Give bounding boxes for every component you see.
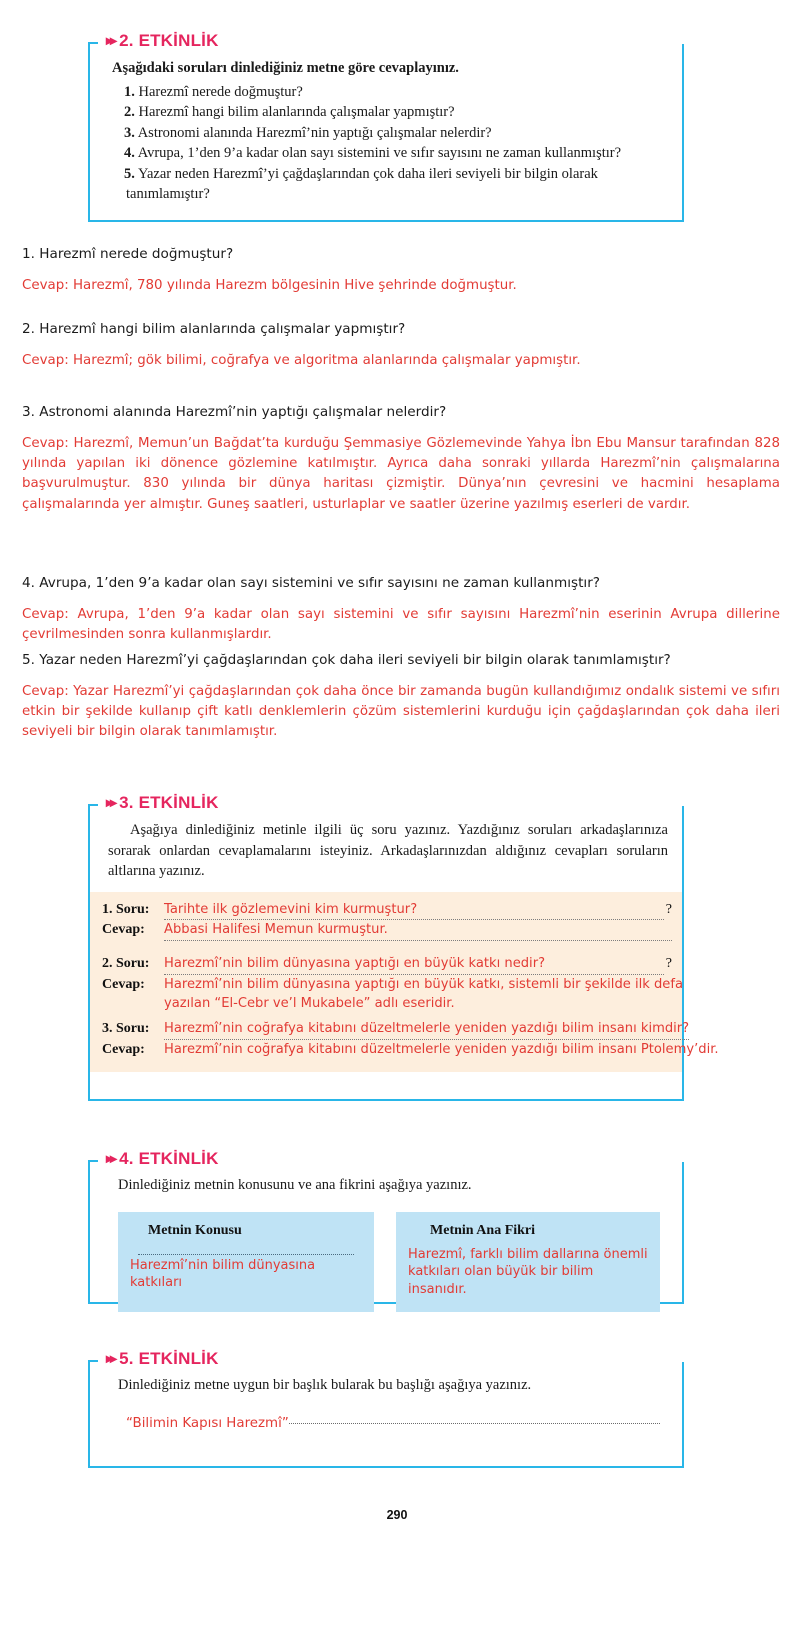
activity-3-title (102, 793, 226, 813)
soru-tail-1: ? (665, 901, 672, 917)
activity-5-title (102, 1349, 226, 1369)
answer-text-2: Cevap: Harezmî; gök bilimi, coğrafya ve algoritma alanlarında çalışmalar yapmıştır. (22, 352, 581, 368)
activity-5-box (88, 1349, 684, 1468)
dashed-left-border (88, 806, 90, 1099)
question-number: 1. (124, 83, 135, 100)
activity-2-question-1 (126, 82, 664, 103)
metnin-ana-fikri-answer-line1[interactable]: Harezmî, farklı bilim dallarına önemli (408, 1246, 648, 1262)
activity-3-item-3-question-row[interactable] (102, 1020, 690, 1040)
activity-2-instruction: Aşağıdaki soruları dinlediğiniz metne göre cevaplayınız. (112, 60, 459, 76)
answer-block-1 (22, 245, 780, 296)
activity-3-answer-panel (90, 892, 719, 1073)
answer-block-5 (22, 651, 780, 743)
activity-4-panels (90, 1212, 682, 1313)
cevap-label-1: Cevap: (102, 922, 145, 938)
arrow-icon: ▸▸ (106, 1150, 115, 1166)
metnin-konusu-answer[interactable]: Harezmî’nin bilim dünyasına katkıları (130, 1257, 316, 1291)
soru-input-2[interactable]: Harezmî’nin bilim dünyasına yaptığı en büyük katkı nedir? (164, 955, 664, 975)
soru-label-1: 1. Soru: (102, 901, 150, 917)
answer-block-2 (22, 320, 780, 371)
activity-4-title-text: 4. ETKİNLİK (119, 1149, 219, 1168)
dotted-writing-line (289, 1423, 660, 1424)
cevap-label-3: Cevap: (102, 1041, 145, 1057)
dashed-left-border (88, 1162, 90, 1302)
activity-2-question-3 (126, 123, 664, 144)
metnin-ana-fikri-title: Metnin Ana Fikri (430, 1222, 536, 1238)
activity-5-title-text: 5. ETKİNLİK (119, 1349, 219, 1368)
box-corner-decoration (88, 1160, 98, 1170)
question-text: Yazar neden Harezmî’yi çağdaşlarından çok daha ileri seviyeli bir bilgin olarak tanımlamıştır? (126, 165, 598, 203)
answer-block-3 (22, 403, 780, 515)
answer-question-1: 1. Harezmî nerede doğmuştur? (22, 246, 234, 262)
activity-2-question-2 (126, 102, 664, 123)
cevap-input-2-line2[interactable]: yazılan “El-Cebr ve’l Mukabele” adlı eseridir. (164, 996, 455, 1012)
activity-2-box (88, 31, 684, 222)
activity-5-instruction: Dinlediğiniz metne uygun bir başlık bularak bu başlığı aşağıya yazınız. (118, 1377, 532, 1393)
answer-text-1: Cevap: Harezmî, 780 yılında Harezm bölgesinin Hive şehrinde doğmuştur. (22, 277, 517, 293)
activity-2-question-4 (126, 143, 664, 164)
spacer (102, 942, 672, 955)
question-number: 3. (124, 124, 135, 141)
arrow-icon: ▸▸ (106, 32, 115, 48)
activity-2-title-text: 2. ETKİNLİK (119, 31, 219, 50)
question-text: Avrupa, 1’den 9’a kadar olan sayı sistemini ve sıfır sayısını ne zaman kullanmıştır? (137, 145, 622, 162)
activity-4-box (88, 1149, 684, 1304)
dotted-writing-line (138, 1246, 354, 1255)
soru-label-3: 3. Soru: (102, 1021, 150, 1037)
activity-4-instruction: Dinlediğiniz metnin konusunu ve ana fikrini aşağıya yazınız. (118, 1177, 472, 1193)
question-text: Astronomi alanında Harezmî’nin yaptığı çalışmalar nelerdir? (137, 124, 492, 141)
cevap-input-3[interactable]: Harezmî’nin coğrafya kitabını düzeltmelerle yeniden yazdığı bilim insanı Ptolemy’dir. (164, 1041, 719, 1057)
answer-question-3: 3. Astronomi alanında Harezmî’nin yaptığı çalışmalar nelerdir? (22, 404, 447, 420)
soru-input-1[interactable]: Tarihte ilk gözlemevini kim kurmuştur? (164, 901, 664, 921)
cevap-input-2[interactable]: Harezmî’nin bilim dünyasına yaptığı en büyük katkı, sistemli bir şekilde ilk defa (164, 976, 683, 992)
activity-3-instruction: Aşağıya dinlediğiniz metinle ilgili üç soru yazınız. Yazdığınız soruları arkadaşlarınıza sorarak onlardan cevaplamalarını isteyiniz. Arkadaşlarınızdan aldığınız cevapları soruların altlarına yazınız. (108, 822, 668, 880)
arrow-icon: ▸▸ (106, 794, 115, 810)
answer-text-3: Cevap: Harezmî, Memun’un Bağdat’ta kurduğu Şemmasiye Gözlemevinde Yahya İbn Ebu Mansur tarafından 828 yılında yapılan iki dönence gözlemine katılmıştır. Ayrıca daha sonraki yıllarda Harezmî’nin çalışmalarına başvurulmuştur. 830 yılında bir dünya haritası çizmiştir. Dünya’nın çevresini ve hacmini hesaplama çalışmalarında yer almıştır. Guneş saatleri, usturlaplar ve saatler üzerine yazılmış eserleri de vardır. (22, 435, 780, 512)
metnin-ana-fikri-panel[interactable] (396, 1212, 660, 1313)
activity-3-item-2-question-row[interactable] (102, 955, 672, 975)
metnin-ana-fikri-answer-line2[interactable]: katkıları olan büyük bir bilim insanıdır. (408, 1264, 594, 1297)
answer-text-5: Cevap: Yazar Harezmî’yi çağdaşlarından çok daha önce bir zamanda bugün kullandığımız ondalık sistemi ve sıfırı etkin bir şekilde kullanıp çift katlı denklemlerin çözüm sistemlerini kurduğu için çağdaşlarından çok daha ileri seviyeli bir bilgin olarak tanımlamıştır. (22, 683, 780, 740)
answer-text-4: Cevap: Avrupa, 1’den 9’a kadar olan sayı sistemini ve sıfır sayısını Harezmî’nin eserinin Avrupa dillerine çevrilmesinden sonra kullanmışlardır. (22, 606, 780, 643)
soru-input-3[interactable]: Harezmî’nin coğrafya kitabını düzeltmelerle yeniden yazdığı bilim insanı kimdir? (164, 1020, 689, 1040)
cevap-label-2: Cevap: (102, 976, 145, 992)
question-number: 2. (124, 104, 135, 121)
dashed-left-border (88, 1362, 90, 1466)
question-number: 5. (124, 165, 135, 182)
cevap-input-1[interactable]: Abbasi Halifesi Memun kurmuştur. (164, 921, 672, 941)
activity-3-item-1-question-row[interactable] (102, 901, 672, 921)
box-corner-decoration (88, 1360, 98, 1370)
activity-5-answer[interactable]: “Bilimin Kapısı Harezmî” (126, 1415, 289, 1431)
answer-question-2: 2. Harezmî hangi bilim alanlarında çalışmalar yapmıştır? (22, 321, 406, 337)
activity-4-title (102, 1149, 226, 1169)
dashed-left-border (88, 44, 90, 220)
activity-3-item-1-answer-row[interactable] (102, 921, 672, 941)
activity-3-item-3-answer-row[interactable] (102, 1041, 719, 1060)
activity-2-title (102, 31, 226, 51)
question-text: Harezmî hangi bilim alanlarında çalışmalar yapmıştır? (138, 104, 455, 121)
box-corner-decoration (88, 42, 98, 52)
soru-label-2: 2. Soru: (102, 956, 150, 972)
answer-question-5: 5. Yazar neden Harezmî’yi çağdaşlarından çok daha ileri seviyeli bir bilgin olarak tanımlamıştır? (22, 652, 671, 668)
metnin-konusu-panel[interactable] (118, 1212, 374, 1313)
answer-block-4 (22, 574, 780, 645)
activity-2-question-5 (126, 164, 664, 205)
metnin-konusu-title: Metnin Konusu (148, 1222, 242, 1238)
activity-3-title-text: 3. ETKİNLİK (119, 793, 219, 812)
soru-tail-2: ? (665, 956, 672, 972)
arrow-icon: ▸▸ (106, 1350, 115, 1366)
page-number: 290 (386, 1508, 408, 1522)
activity-3-item-2-answer-row[interactable] (102, 976, 683, 995)
activity-5-answer-line[interactable] (126, 1416, 660, 1431)
answer-question-4: 4. Avrupa, 1’den 9’a kadar olan sayı sistemini ve sıfır sayısını ne zaman kullanmıştır? (22, 575, 600, 591)
activity-2-question-list (90, 44, 682, 215)
activity-3-box (88, 793, 719, 1101)
box-corner-decoration (88, 804, 98, 814)
question-text: Harezmî nerede doğmuştur? (138, 83, 303, 100)
question-number: 4. (124, 145, 135, 162)
